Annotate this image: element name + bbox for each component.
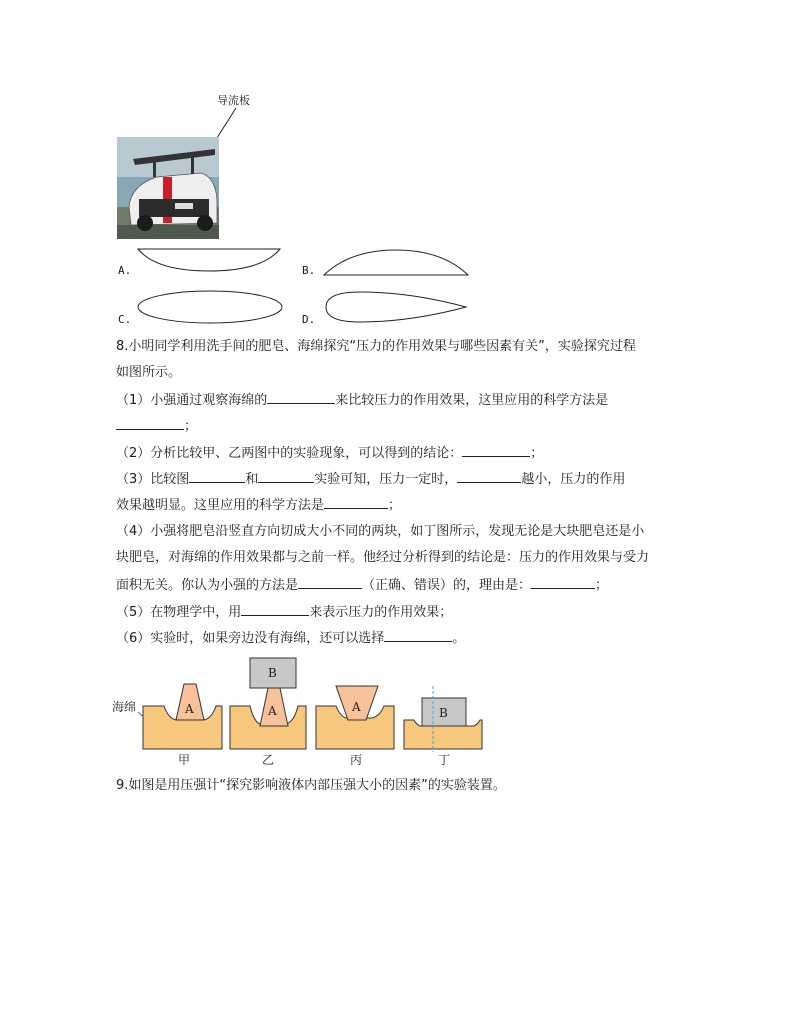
block-a-bing: A [352, 700, 361, 714]
q8-part5: （5）在物理学中，用 来表示压力的作用效果； [116, 605, 453, 620]
q8-part1-cont: ； [116, 417, 197, 436]
option-d-label: D. [302, 313, 316, 326]
answer-blank-6[interactable] [457, 470, 521, 483]
option-b-shape [320, 246, 472, 278]
q8-stem-line1: 8.小明同学利用洗手间的肥皂、海绵探究“压力的作用效果与哪些因素有关”，实验探究过程 [116, 339, 636, 354]
q9-stem: 9.如图是用压强计“探究影响液体内部压强大小的因素”的实验装置。 [116, 778, 506, 793]
q8-part4-line2: 块肥皂，对海绵的作用效果都与之前一样。他经过分析得到的结论是：压力的作用效果与受力 [116, 550, 650, 565]
answer-blank-11[interactable] [384, 629, 452, 642]
panel-yi [230, 658, 306, 767]
answer-blank-1[interactable] [267, 391, 335, 404]
block-b-ding: B [439, 706, 448, 720]
block-b-yi: B [268, 666, 277, 680]
option-d-shape [320, 288, 472, 326]
q8-part3: （3）比较图 和 实验可知，压力一定时， 越小，压力的作用 [116, 472, 626, 487]
spoiler-label: 导流板 [217, 94, 250, 107]
option-a-label: A. [118, 264, 132, 277]
option-c-shape [134, 288, 286, 326]
panel-bing [316, 686, 394, 767]
panel-label-ding: 丁 [438, 753, 451, 767]
answer-blank-7[interactable] [324, 496, 388, 509]
panel-label-bing: 丙 [350, 753, 363, 767]
panel-label-jia: 甲 [178, 753, 191, 767]
block-a-jia: A [185, 702, 194, 716]
block-a-yi: A [268, 704, 277, 718]
q8-part6: （6）实验时，如果旁边没有海绵，还可以选择 。 [116, 631, 466, 646]
answer-blank-4[interactable] [189, 470, 245, 483]
q8-part1: （1）小强通过观察海绵的 来比较压力的作用效果，这里应用的科学方法是 [116, 393, 609, 408]
q8-stem-line2: 如图所示。 [116, 365, 182, 380]
panel-ding [404, 686, 482, 767]
answer-blank-2[interactable] [116, 417, 184, 430]
option-b-label: B. [302, 264, 316, 277]
answer-blank-5[interactable] [258, 470, 314, 483]
answer-blank-10[interactable] [241, 603, 309, 616]
answer-blank-8[interactable] [298, 576, 362, 589]
sponge-experiment-figure [110, 654, 500, 770]
answer-blank-3[interactable] [462, 444, 530, 457]
option-c-label: C. [118, 313, 132, 326]
q8-part4-line1: （4）小强将肥皂沿竖直方向切成大小不同的两块，如丁图所示，发现无论是大块肥皂还是小 [116, 524, 645, 539]
answer-blank-9[interactable] [531, 576, 595, 589]
sponge-label: 海绵 [112, 700, 137, 714]
race-car-photo [116, 100, 266, 242]
q8-part2: （2）分析比较甲、乙两图中的实验现象，可以得到的结论： ； [116, 446, 544, 461]
panel-label-yi: 乙 [262, 753, 275, 767]
option-a-shape [134, 246, 284, 274]
q8-part3-cont: 效果越明显。这里应用的科学方法是 ； [116, 498, 402, 513]
panel-jia [143, 684, 222, 767]
q8-part4-line3: 面积无关。你认为小强的方法是 （正确、错误）的，理由是： ； [116, 578, 609, 593]
